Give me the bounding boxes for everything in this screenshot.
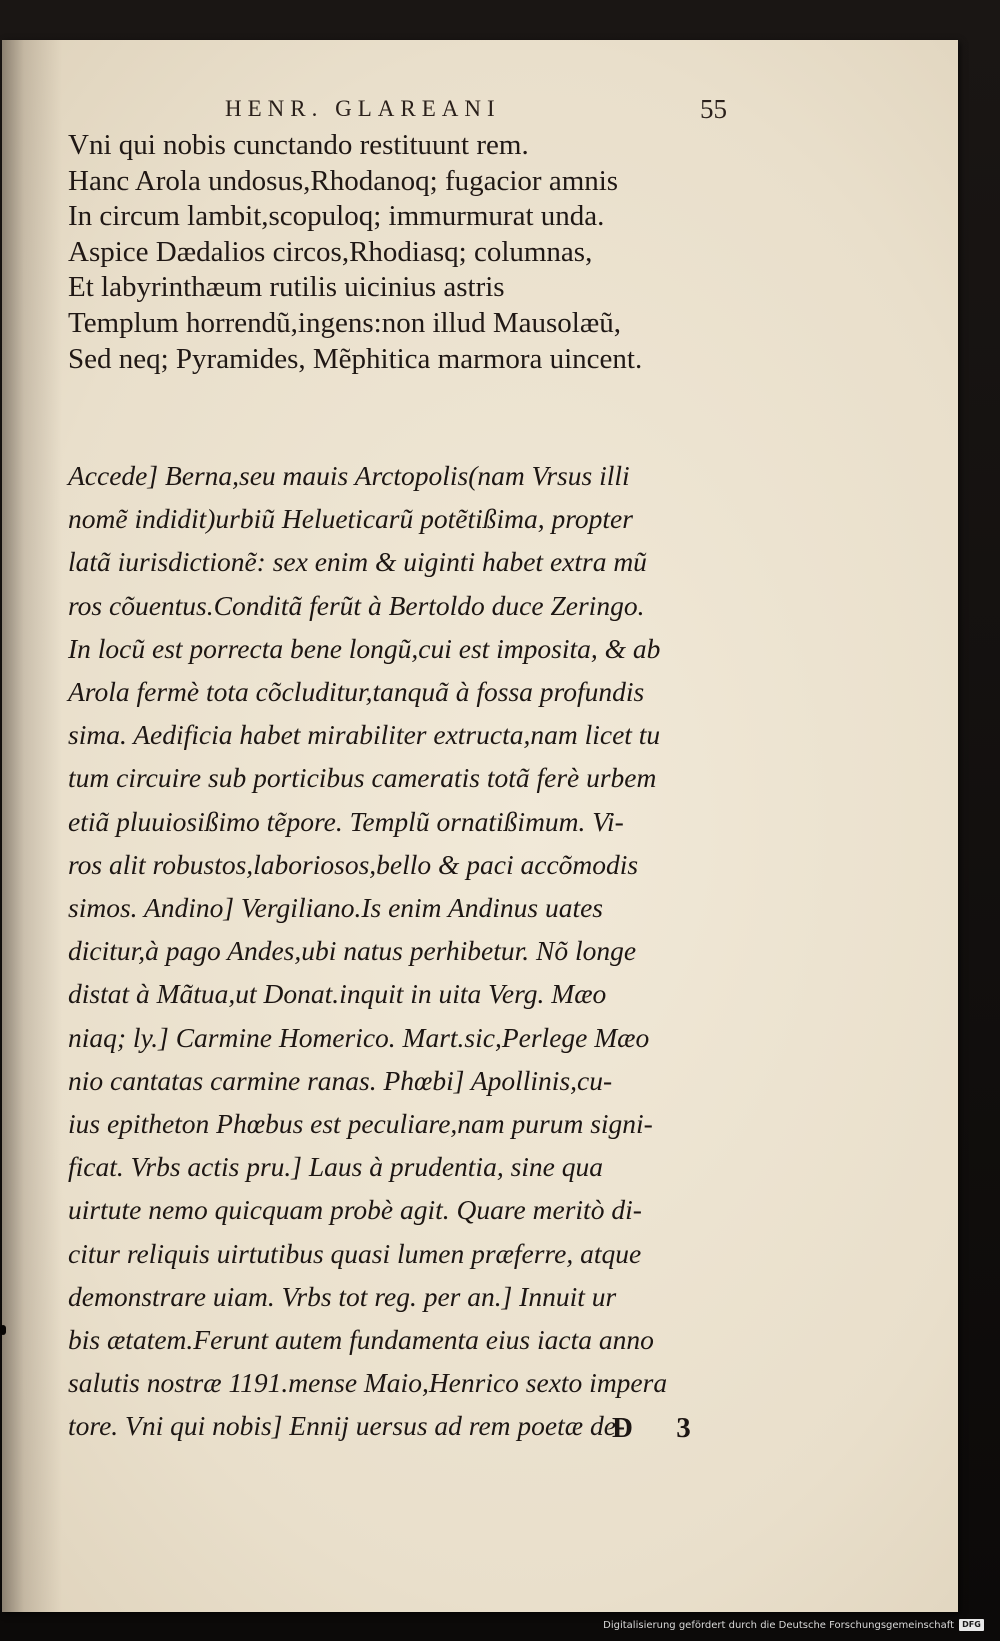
commentary-line: distat à Mãtua,ut Donat.inquit in uita Verg. Mæo: [68, 978, 607, 1010]
commentary-line: etiã pluuiosißimo tẽpore. Templũ ornatißimum. Vi-: [68, 805, 624, 837]
edge-mark: [0, 1325, 6, 1335]
running-head: HENR. GLAREANI: [225, 96, 501, 121]
commentary-line: tore. Vni qui nobis] Ennij uersus ad rem poetæ de-: [68, 1410, 626, 1442]
verse-line: Templum horrendũ,ingens:non illud Mausolæũ,: [68, 306, 621, 339]
commentary-line: Accede] Berna,seu mauis Arctopolis(nam Vrsus illi: [68, 460, 630, 491]
commentary-line: dicitur,à pago Andes,ubi natus perhibetur. Nõ longe: [68, 935, 637, 967]
verse-line: Vni qui nobis cunctando restituunt rem.: [68, 129, 529, 161]
commentary-line: simos. Andino] Vergiliano.Is enim Andinus uates: [68, 892, 603, 924]
verse-line: Hanc Arola undosus,Rhodanoq; fugacior amnis: [68, 164, 619, 197]
commentary-line: sima. Aedificia habet mirabiliter extructa,nam licet tu: [68, 719, 661, 751]
commentary-line: nio cantatas carmine ranas. Phœbi] Apollinis,cu-: [68, 1064, 613, 1096]
commentary-line: Arola fermè tota cõcluditur,tanquã à fossa profundis: [68, 676, 645, 708]
verse-line: Et labyrinthæum rutilis uicinius astris: [68, 271, 505, 304]
commentary-line: demonstrare uiam. Vrbs tot reg. per an.] Innuit ur: [68, 1280, 617, 1312]
commentary-line: ros cõuentus.Conditã ferũt à Bertoldo duce Zeringo.: [68, 589, 645, 621]
commentary-line: bis ætatem.Ferunt autem fundamenta eius iacta anno: [68, 1324, 654, 1356]
commentary-line: tum circuire sub porticibus cameratis totã ferè urbem: [68, 762, 657, 794]
verse-line: In circum lambit,scopuloq; immurmurat unda.: [68, 200, 605, 233]
dfg-logo: DFG: [959, 1619, 984, 1631]
commentary-line: ius epitheton Phœbus est peculiare,nam purum signi-: [68, 1108, 653, 1140]
commentary-line: ficat. Vrbs actis pru.] Laus à prudentia, sine qua: [68, 1151, 603, 1183]
commentary-line: latã iurisdictionẽ: sex enim & uiginti habet extra mũ: [68, 546, 647, 578]
commentary-line: In locũ est porrecta bene longũ,cui est imposita, & ab: [68, 632, 661, 664]
commentary-line: nomẽ indidit)urbiũ Helueticarũ potẽtißima, propter: [68, 503, 633, 535]
verse-line: Sed neq; Pyramides, Mẽphitica marmora uincent.: [68, 342, 643, 375]
commentary-line: niaq; ly.] Carmine Homerico. Mart.sic,Perlege Mæo: [68, 1021, 650, 1053]
commentary-line: salutis nostræ 1191.mense Maio,Henrico sexto impera: [68, 1367, 668, 1399]
funding-credit: Digitalisierung gefördert durch die Deutsche Forschungsgemeinschaft: [603, 1620, 954, 1631]
commentary-line: ros alit robustos,laboriosos,bello & paci accõmodis: [68, 848, 639, 880]
page-number: 55: [700, 94, 727, 124]
verse-block: [68, 128, 808, 377]
commentary-line: uirtute nemo quicquam probè agit. Quare meritò di-: [68, 1194, 642, 1226]
commentary-line: citur reliquis uirtutibus quasi lumen præferre, atque: [68, 1237, 642, 1269]
verse-line: Aspice Dædalios circos,Rhodiasq; columnas,: [68, 235, 593, 268]
signature-mark: D 3: [612, 1412, 709, 1444]
commentary-block: [68, 454, 813, 1448]
